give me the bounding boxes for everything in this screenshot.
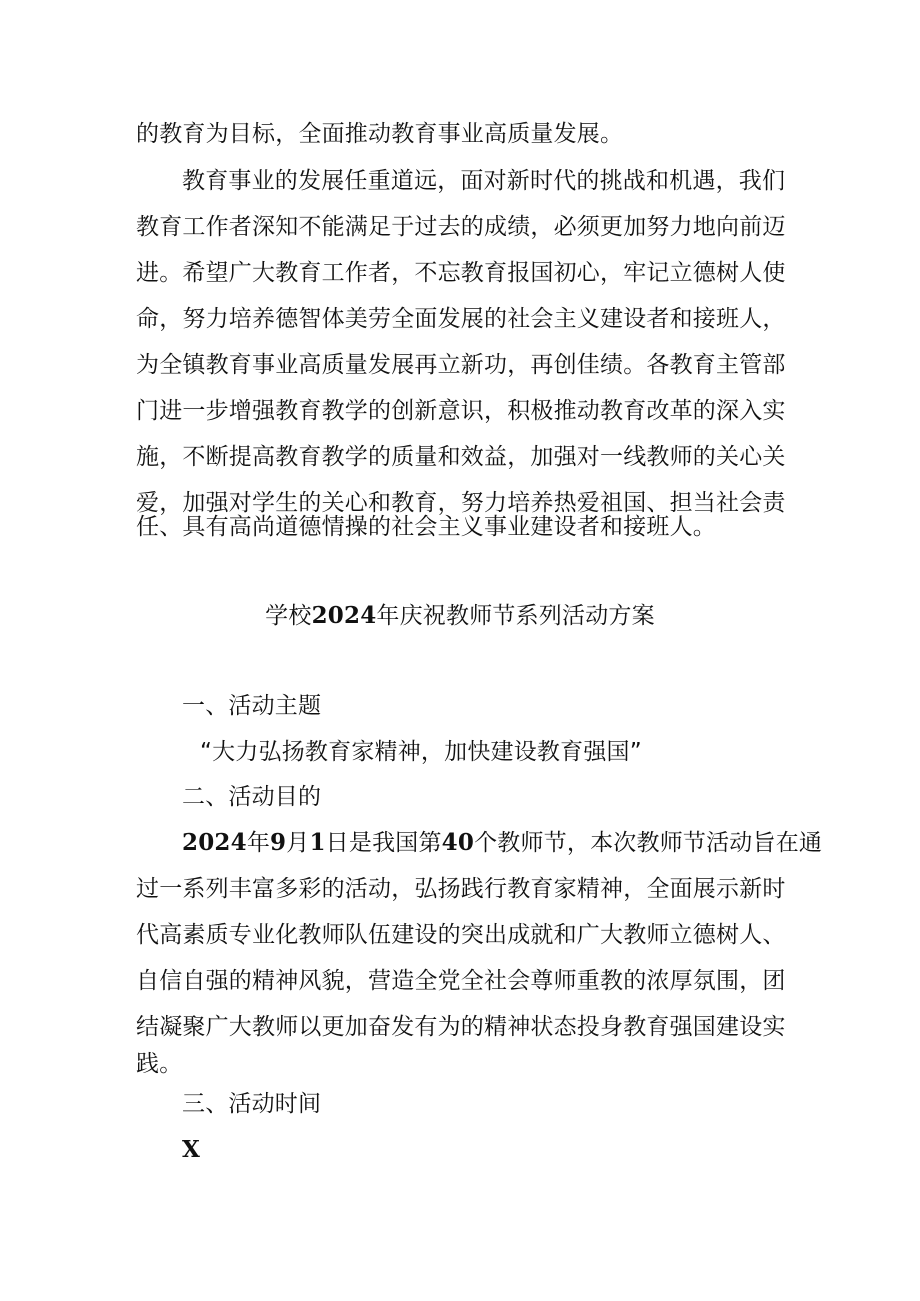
date-text: 月 <box>286 830 310 856</box>
title-prefix: 学校 <box>265 603 312 629</box>
date-text: 个教师节，本次教师节活动旨在通 <box>474 830 823 856</box>
paragraph2-line: 爱，加强对学生的关心和教育，努力培养热爱祖国、担当社会责 <box>136 490 786 516</box>
paragraph2-line: 为全镇教育事业高质量发展再立新功，再创佳绩。各教育主管部 <box>136 352 786 378</box>
paragraph1-line: 的教育为目标，全面推动教育事业高质量发展。 <box>136 121 624 147</box>
document-title <box>0 601 920 631</box>
section2-line: 践。 <box>136 1051 183 1077</box>
section3-heading: 三、活动时间 <box>182 1091 322 1117</box>
paragraph2-line: 任、具有高尚道德情操的社会主义事业建设者和接班人。 <box>136 514 716 540</box>
date-day: 1 <box>309 829 326 856</box>
paragraph2-line: 教育工作者深知不能满足于过去的成绩，必须更加努力地向前迈 <box>136 214 786 240</box>
date-text: 年 <box>246 830 271 856</box>
date-year: 2024 <box>182 829 247 856</box>
paragraph2-line: 施，不断提高教育教学的质量和效益，加强对一线教师的关心关 <box>136 444 786 470</box>
paragraph2-line: 进。希望广大教育工作者，不忘教育报国初心，牢记立德树人使 <box>136 260 786 286</box>
section2-line: 代高素质专业化教师队伍建设的突出成就和广大教师立德树人、 <box>136 922 786 948</box>
section1-heading: 一、活动主题 <box>182 693 322 719</box>
title-year: 2024 <box>311 602 377 629</box>
section3-value: X <box>182 1136 201 1163</box>
paragraph2-line: 教育事业的发展任重道远，面对新时代的挑战和机遇，我们 <box>182 168 786 194</box>
section2-line: 结凝聚广大教师以更加奋发有为的精神状态投身教育强国建设实 <box>136 1014 786 1040</box>
title-suffix: 年庆祝教师节系列活动方案 <box>376 603 655 629</box>
teachers-day-number: 40 <box>441 829 475 856</box>
date-text: 日是我国第 <box>325 830 442 856</box>
paragraph2-line: 命，努力培养德智体美劳全面发展的社会主义建设者和接班人， <box>136 306 786 332</box>
date-month: 9 <box>270 829 287 856</box>
section2-heading: 二、活动目的 <box>182 784 322 810</box>
section2-line: 自信自强的精神风貌，营造全党全社会尊师重教的浓厚氛围，团 <box>136 968 786 994</box>
section1-theme: “大力弘扬教育家精神，加快建设教育强国” <box>200 739 642 765</box>
paragraph2-line: 门进一步增强教育教学的创新意识，积极推动教育改革的深入实 <box>136 398 786 424</box>
section2-first-line <box>182 828 852 858</box>
section2-line: 过一系列丰富多彩的活动，弘扬践行教育家精神，全面展示新时 <box>136 876 786 902</box>
